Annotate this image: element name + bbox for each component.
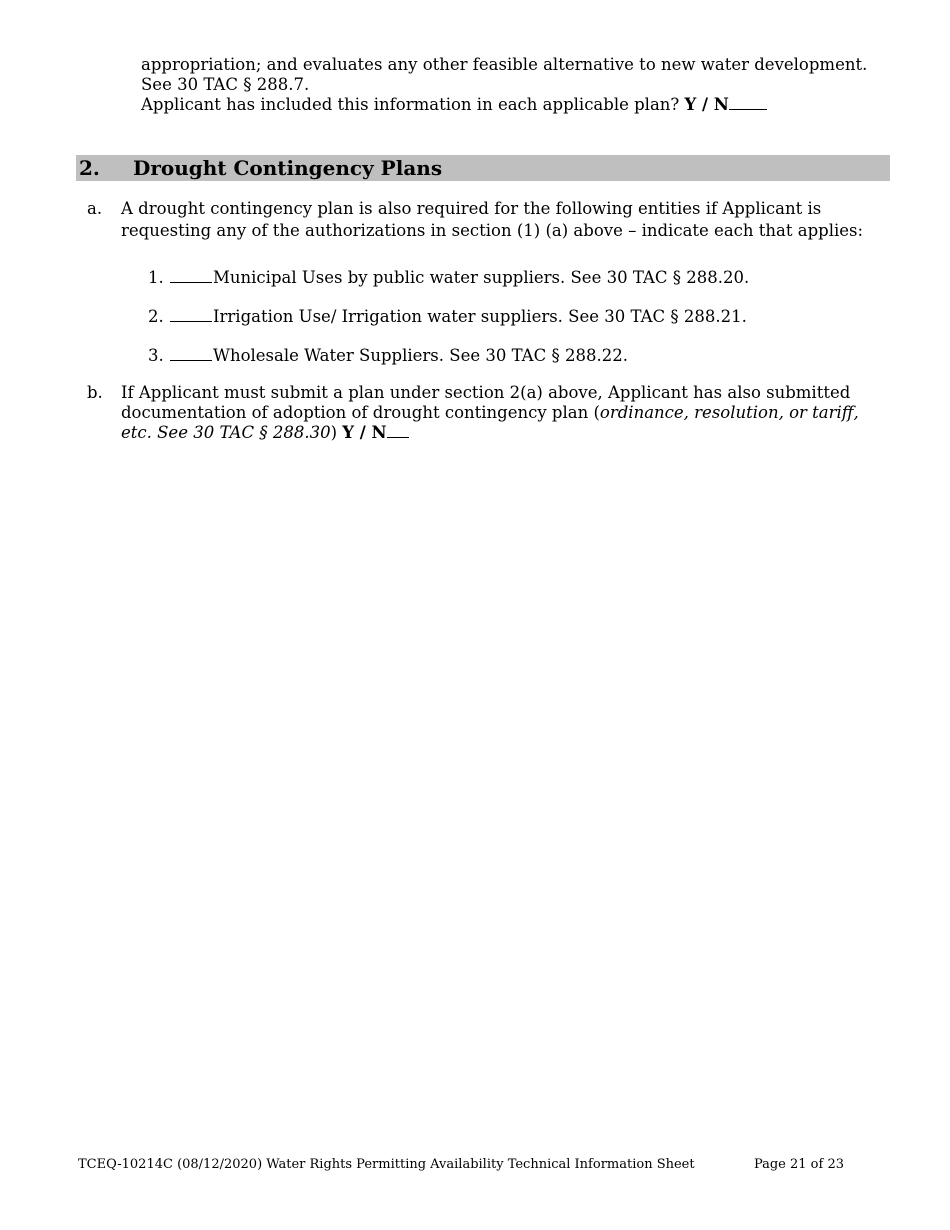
item-b-marker: b.: [87, 383, 103, 402]
section-number: 2.: [79, 156, 100, 180]
item-b-line-3-close: ): [330, 423, 337, 442]
option-3-index: 3.: [148, 346, 164, 365]
continuation-line-2: See 30 TAC § 288.7.: [141, 75, 310, 94]
option-municipal: [148, 267, 749, 289]
item-a-line-1: A drought contingency plan is also required for the following entities if Applicant is: [121, 199, 822, 218]
option-1-index: 1.: [148, 268, 164, 287]
option-2-text: Irrigation Use/ Irrigation water suppliers. See 30 TAC § 288.21.: [213, 307, 747, 326]
item-b-line-1: If Applicant must submit a plan under section 2(a) above, Applicant has also submitted: [121, 383, 851, 402]
continuation-question: [141, 95, 871, 115]
item-b-line-3: [121, 423, 861, 443]
item-b-yes-no-blank[interactable]: [387, 423, 409, 438]
item-b-line-3-italic: etc. See 30 TAC § 288.30: [121, 423, 331, 442]
item-b-body: [121, 383, 861, 443]
item-a-body: [121, 198, 864, 242]
yes-no-answer-blank[interactable]: [729, 95, 767, 110]
option-3-blank[interactable]: [170, 346, 212, 361]
continuation-line-1: appropriation; and evaluates any other feasible alternative to new water development.: [141, 55, 868, 74]
item-b-line-2: [121, 403, 861, 423]
continuation-paragraph: [141, 55, 871, 115]
item-b-yes-no-label: Y / N: [342, 423, 387, 442]
option-1-blank[interactable]: [170, 268, 212, 283]
option-3-text: Wholesale Water Suppliers. See 30 TAC § 288.22.: [213, 346, 628, 365]
option-2-blank[interactable]: [170, 307, 212, 322]
section-header: [76, 155, 890, 181]
section-title: Drought Contingency Plans: [133, 156, 443, 180]
option-1-text: Municipal Uses by public water suppliers. See 30 TAC § 288.20.: [213, 268, 750, 287]
option-2-index: 2.: [148, 307, 164, 326]
item-a-marker: a.: [87, 199, 103, 218]
continuation-question-text: Applicant has included this information in each applicable plan?: [141, 95, 680, 114]
option-irrigation: [148, 306, 747, 328]
footer-page-number: Page 21 of 23: [753, 1157, 844, 1172]
item-a-line-2: requesting any of the authorizations in section (1) (a) above – indicate each that applies:: [121, 221, 864, 240]
option-wholesale: [148, 345, 628, 367]
item-b-line-2-italic: ordinance, resolution, or tariff,: [599, 403, 859, 422]
yes-no-label: Y / N: [684, 95, 729, 114]
item-b-line-2-plain: documentation of adoption of drought contingency plan (: [121, 403, 600, 422]
footer-form-info: TCEQ-10214C (08/12/2020) Water Rights Permitting Availability Technical Information Sheet: [78, 1157, 695, 1172]
